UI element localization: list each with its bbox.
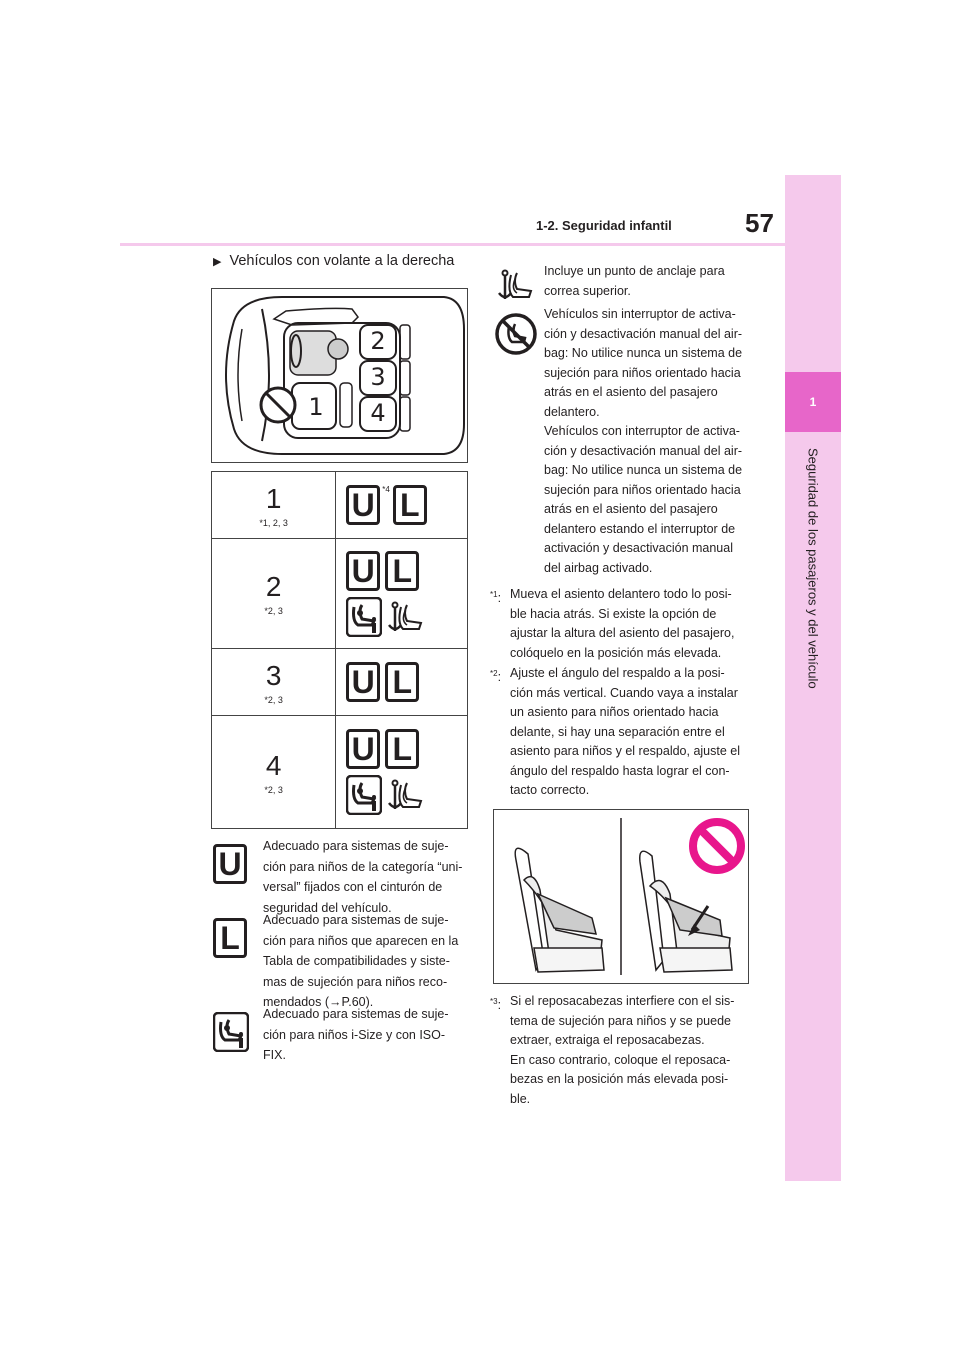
legend-text: Adecuado para sistemas de suje- ción para niños i-Size y con ISO- FIX. (263, 1007, 449, 1062)
legend-text: Adecuado para sistemas de suje- ción para niños que aparecen en la Tabla de compatibilidades y siste- mas de sujeción para niños reco- mendados (→P.60). (263, 913, 459, 1009)
legend-isofix (213, 1004, 473, 1066)
footnote-text: Si el reposacabezas interfiere con el sis- tema de sujeción para niños y se puede extraer, extraiga el reposacabezas. En caso contrario, coloque el reposaca- bezas en la posición más elevada posi- ble. (510, 994, 735, 1106)
table-row (212, 539, 468, 649)
note-reference: *1, 2, 3 (259, 517, 288, 528)
legend-universal (213, 836, 473, 918)
seat-label-2: 2 (370, 327, 386, 355)
footnote-text: Ajuste el ángulo del respaldo a la posi- ción más vertical. Cuando vaya a instalar un asiento para niños orientado hacia delante, si hay una separación entre el asiento para niños y el respaldo, ajuste el ángulo del respaldo hasta lograr el con- tacto correcto. (510, 666, 741, 797)
isofix-icon (213, 1012, 249, 1052)
isofix-icon (346, 597, 382, 637)
l-category-badge-icon: L (385, 729, 419, 769)
tether-description: Incluye un punto de anclaje para correa superior. (544, 264, 725, 298)
footnote-text: Mueva el asiento delantero todo lo posi- ble hacia atrás. Si existe la opción de ajustar la altura del asiento del pasajero, colóquelo en la posición más elevada. (510, 587, 735, 660)
universal-badge-icon: U (346, 485, 380, 525)
table-row (212, 716, 468, 829)
footnote-1: $^{*1}$: Mueva el asiento delantero todo lo posi- ble hacia atrás. Si existe la opción de ajustar la altura del asiento del pasajero, colóquelo en la posición más elevada. (490, 585, 755, 663)
chapter-title: Seguridad de los pasajeros y del vehículo (805, 448, 821, 689)
triangle-bullet-icon: ▶ (213, 255, 222, 268)
seatback-angle-illustration (493, 809, 749, 984)
l-category-badge-icon: L (393, 485, 427, 525)
tether-anchor-icon (387, 775, 425, 815)
seat-label-1: 1 (308, 393, 324, 421)
isofix-icon (346, 775, 382, 815)
tether-anchor-icon (387, 597, 425, 637)
header-rule (120, 243, 785, 246)
no-rear-facing-description: Vehículos sin interruptor de activa- ción y desactivación manual del air- bag: No utilice nunca un sistema de sujeción para niños orientado hacia atrás en el asiento del pasajero delantero. Vehículos con interruptor de activa- ción y desactivación manual del air- bag: No utilice nunca un sistema de sujeción para niños orientado hacia atrás en el asiento del pasajero delantero estando el interruptor de activación y desactivación manual del airbag activado. (544, 307, 743, 575)
l-category-badge-icon: L (385, 551, 419, 591)
universal-badge-icon: U (346, 551, 380, 591)
seat-label-4: 4 (370, 399, 386, 427)
note-reference: *2, 3 (264, 784, 283, 795)
l-category-badge-icon: L (385, 662, 419, 702)
subheading (213, 253, 454, 269)
footnote-2: $^{*2}$: Ajuste el ángulo del respaldo a la posi- ción más vertical. Cuando vaya a instalar un asiento para niños orientado hacia delante, si hay una separación entre el asiento para niños y el respaldo, ajuste el ángulo del respaldo hasta lograr el con- tacto correcto. (490, 664, 755, 801)
subheading-text: Vehículos con volante a la derecha (229, 253, 455, 269)
seat-number: 3 (265, 659, 282, 691)
universal-badge-icon: U (346, 662, 380, 702)
page-number: 57 (745, 208, 774, 238)
seat-compatibility-table (211, 471, 468, 829)
seat-label-3: 3 (370, 363, 386, 391)
seat-number: 1 (265, 482, 282, 514)
seat-position-diagram (211, 288, 468, 463)
footnote-3: $^{*3}$: Si el reposacabezas interfiere con el sis- tema de sujeción para niños y se puede extraer, extraiga el reposacabezas. En caso contrario, coloque el reposaca- bezas en la posición más elevada posi- ble. (490, 992, 755, 1109)
note-reference: *2, 3 (264, 694, 283, 705)
seat-number: 2 (265, 571, 282, 602)
l-category-badge-icon: L (213, 918, 247, 958)
legend-l-category (213, 910, 473, 1013)
chapter-number: 1 (785, 372, 841, 432)
seat-number: 4 (265, 749, 282, 781)
universal-badge-icon: U (213, 844, 247, 884)
universal-badge-icon: U (346, 729, 380, 769)
tether-anchor-icon (496, 265, 536, 305)
table-row (212, 649, 468, 716)
badge-note: *4 (382, 485, 390, 494)
note-reference: *2, 3 (264, 606, 283, 616)
section-title: 1-2. Seguridad infantil (536, 218, 672, 233)
table-row (212, 472, 468, 539)
legend-text: Adecuado para sistemas de suje- ción para niños de la categoría “uni- versal” fijados con el cinturón de seguridad del vehículo. (263, 839, 463, 915)
no-rear-facing-icon (494, 312, 538, 356)
